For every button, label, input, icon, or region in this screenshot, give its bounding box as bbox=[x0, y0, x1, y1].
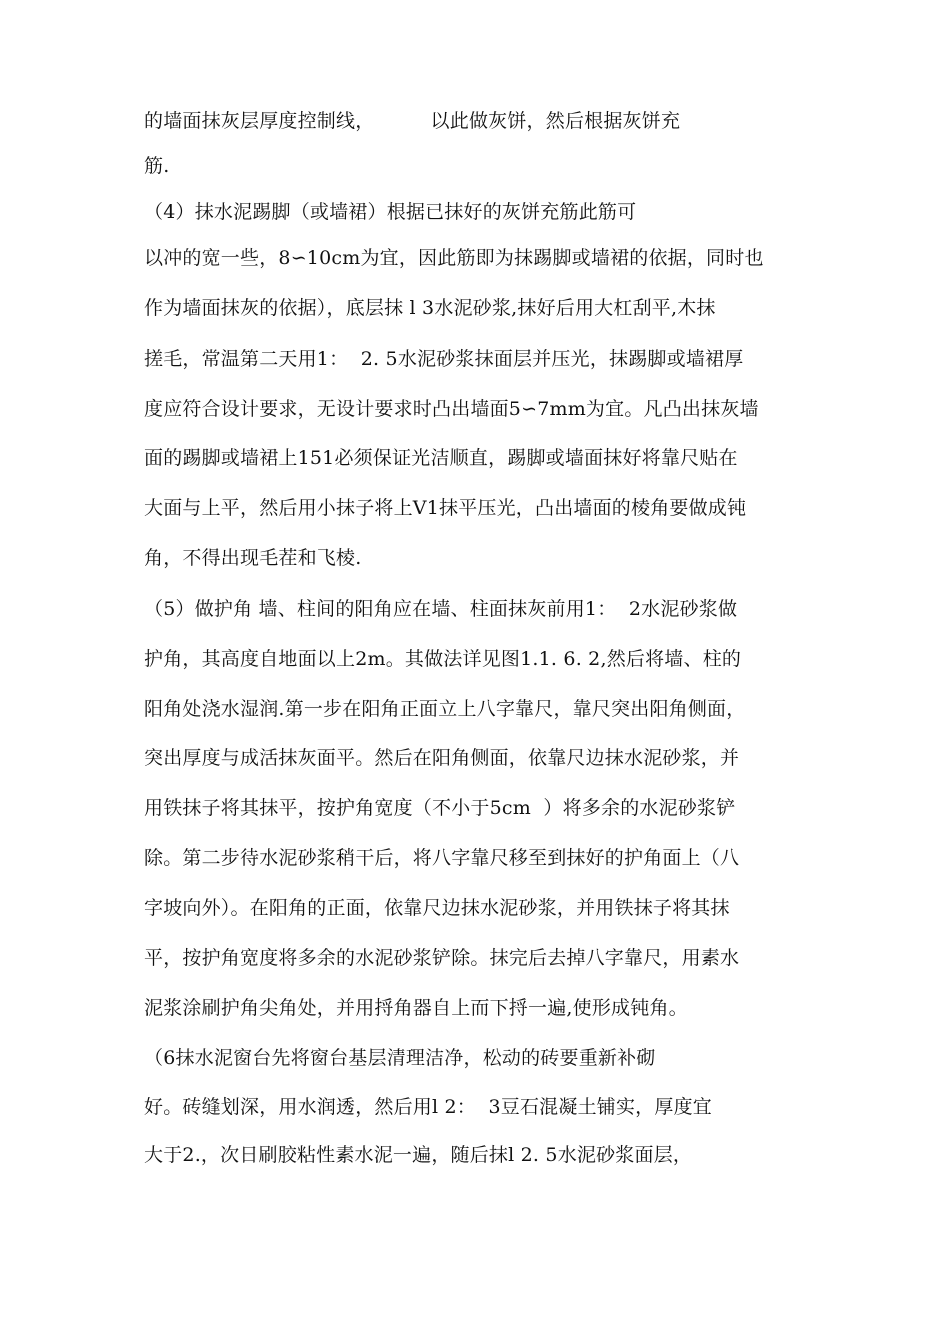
text-line: 护角，其高度自地面以上2m。其做法详见图1.1. 6. 2,然后将墙、柱的 bbox=[144, 648, 742, 670]
text-line: 阳角处浇水湿润.第一步在阳角正面立上八字靠尺，靠尺突出阳角侧面， bbox=[144, 698, 746, 720]
text-line: 用铁抹子将其抹平，按护角宽度（不小于5cm ）将多余的水泥砂浆铲 bbox=[144, 797, 736, 819]
text-line: 除。第二步待水泥砂浆稍干后，将八字靠尺移至到抹好的护角面上（八 bbox=[144, 847, 740, 869]
text-line: 以冲的宽一些，8∽10cm为宜，因此筋即为抹踢脚或墙裙的依据，同时也 bbox=[144, 247, 764, 269]
text-line: 泥浆涂刷护角尖角处，并用捋角器自上而下捋一遍,使形成钝角。 bbox=[144, 997, 688, 1019]
text-line: （4）抹水泥踢脚（或墙裙）根据已抹好的灰饼充筋此筋可 bbox=[144, 201, 637, 223]
text-line: 的墙面抹灰层厚度控制线， 以此做灰饼，然后根据灰饼充 bbox=[144, 110, 681, 132]
text-line: 面的踢脚或墙裙上151必须保证光洁顺直，踢脚或墙面抹好将靠尺贴在 bbox=[144, 447, 738, 469]
text-line: 搓毛，常温第二天用1： 2. 5水泥砂浆抹面层并压光，抹踢脚或墙裙厚 bbox=[144, 348, 744, 370]
text-line: 筋. bbox=[144, 155, 170, 177]
text-line: 好。砖缝划深，用水润透，然后用l 2： 3豆石混凝土铺实，厚度宜 bbox=[144, 1096, 712, 1118]
text-line: 大于2.，次日刷胶粘性素水泥一遍，随后抹l 2. 5水泥砂浆面层， bbox=[144, 1144, 693, 1166]
text-line: 平，按护角宽度将多余的水泥砂浆铲除。抹完后去掉八字靠尺，用素水 bbox=[144, 947, 740, 969]
text-line: 字坡向外）。在阳角的正面，依靠尺边抹水泥砂浆，并用铁抹子将其抹 bbox=[144, 897, 730, 919]
text-line: 度应符合设计要求，无设计要求时凸出墙面5∽7mm为宜。凡凸出抹灰墙 bbox=[144, 398, 759, 420]
text-line: 作为墙面抹灰的依据），底层抹 l 3水泥砂浆,抹好后用大杠刮平,木抹 bbox=[144, 297, 716, 319]
text-line: （5）做护角 墙、柱间的阳角应在墙、柱面抹灰前用1： 2水泥砂浆做 bbox=[144, 598, 738, 620]
text-line: 突出厚度与成活抹灰面平。然后在阳角侧面，依靠尺边抹水泥砂浆，并 bbox=[144, 747, 740, 769]
text-line: 角，不得出现毛茬和飞棱. bbox=[144, 547, 362, 569]
text-line: 大面与上平，然后用小抹子将上V1抹平压光，凸出墙面的棱角要做成钝 bbox=[144, 497, 747, 519]
text-line: （6抹水泥窗台先将窗台基层清理洁净，松动的砖要重新补砌 bbox=[144, 1047, 656, 1069]
